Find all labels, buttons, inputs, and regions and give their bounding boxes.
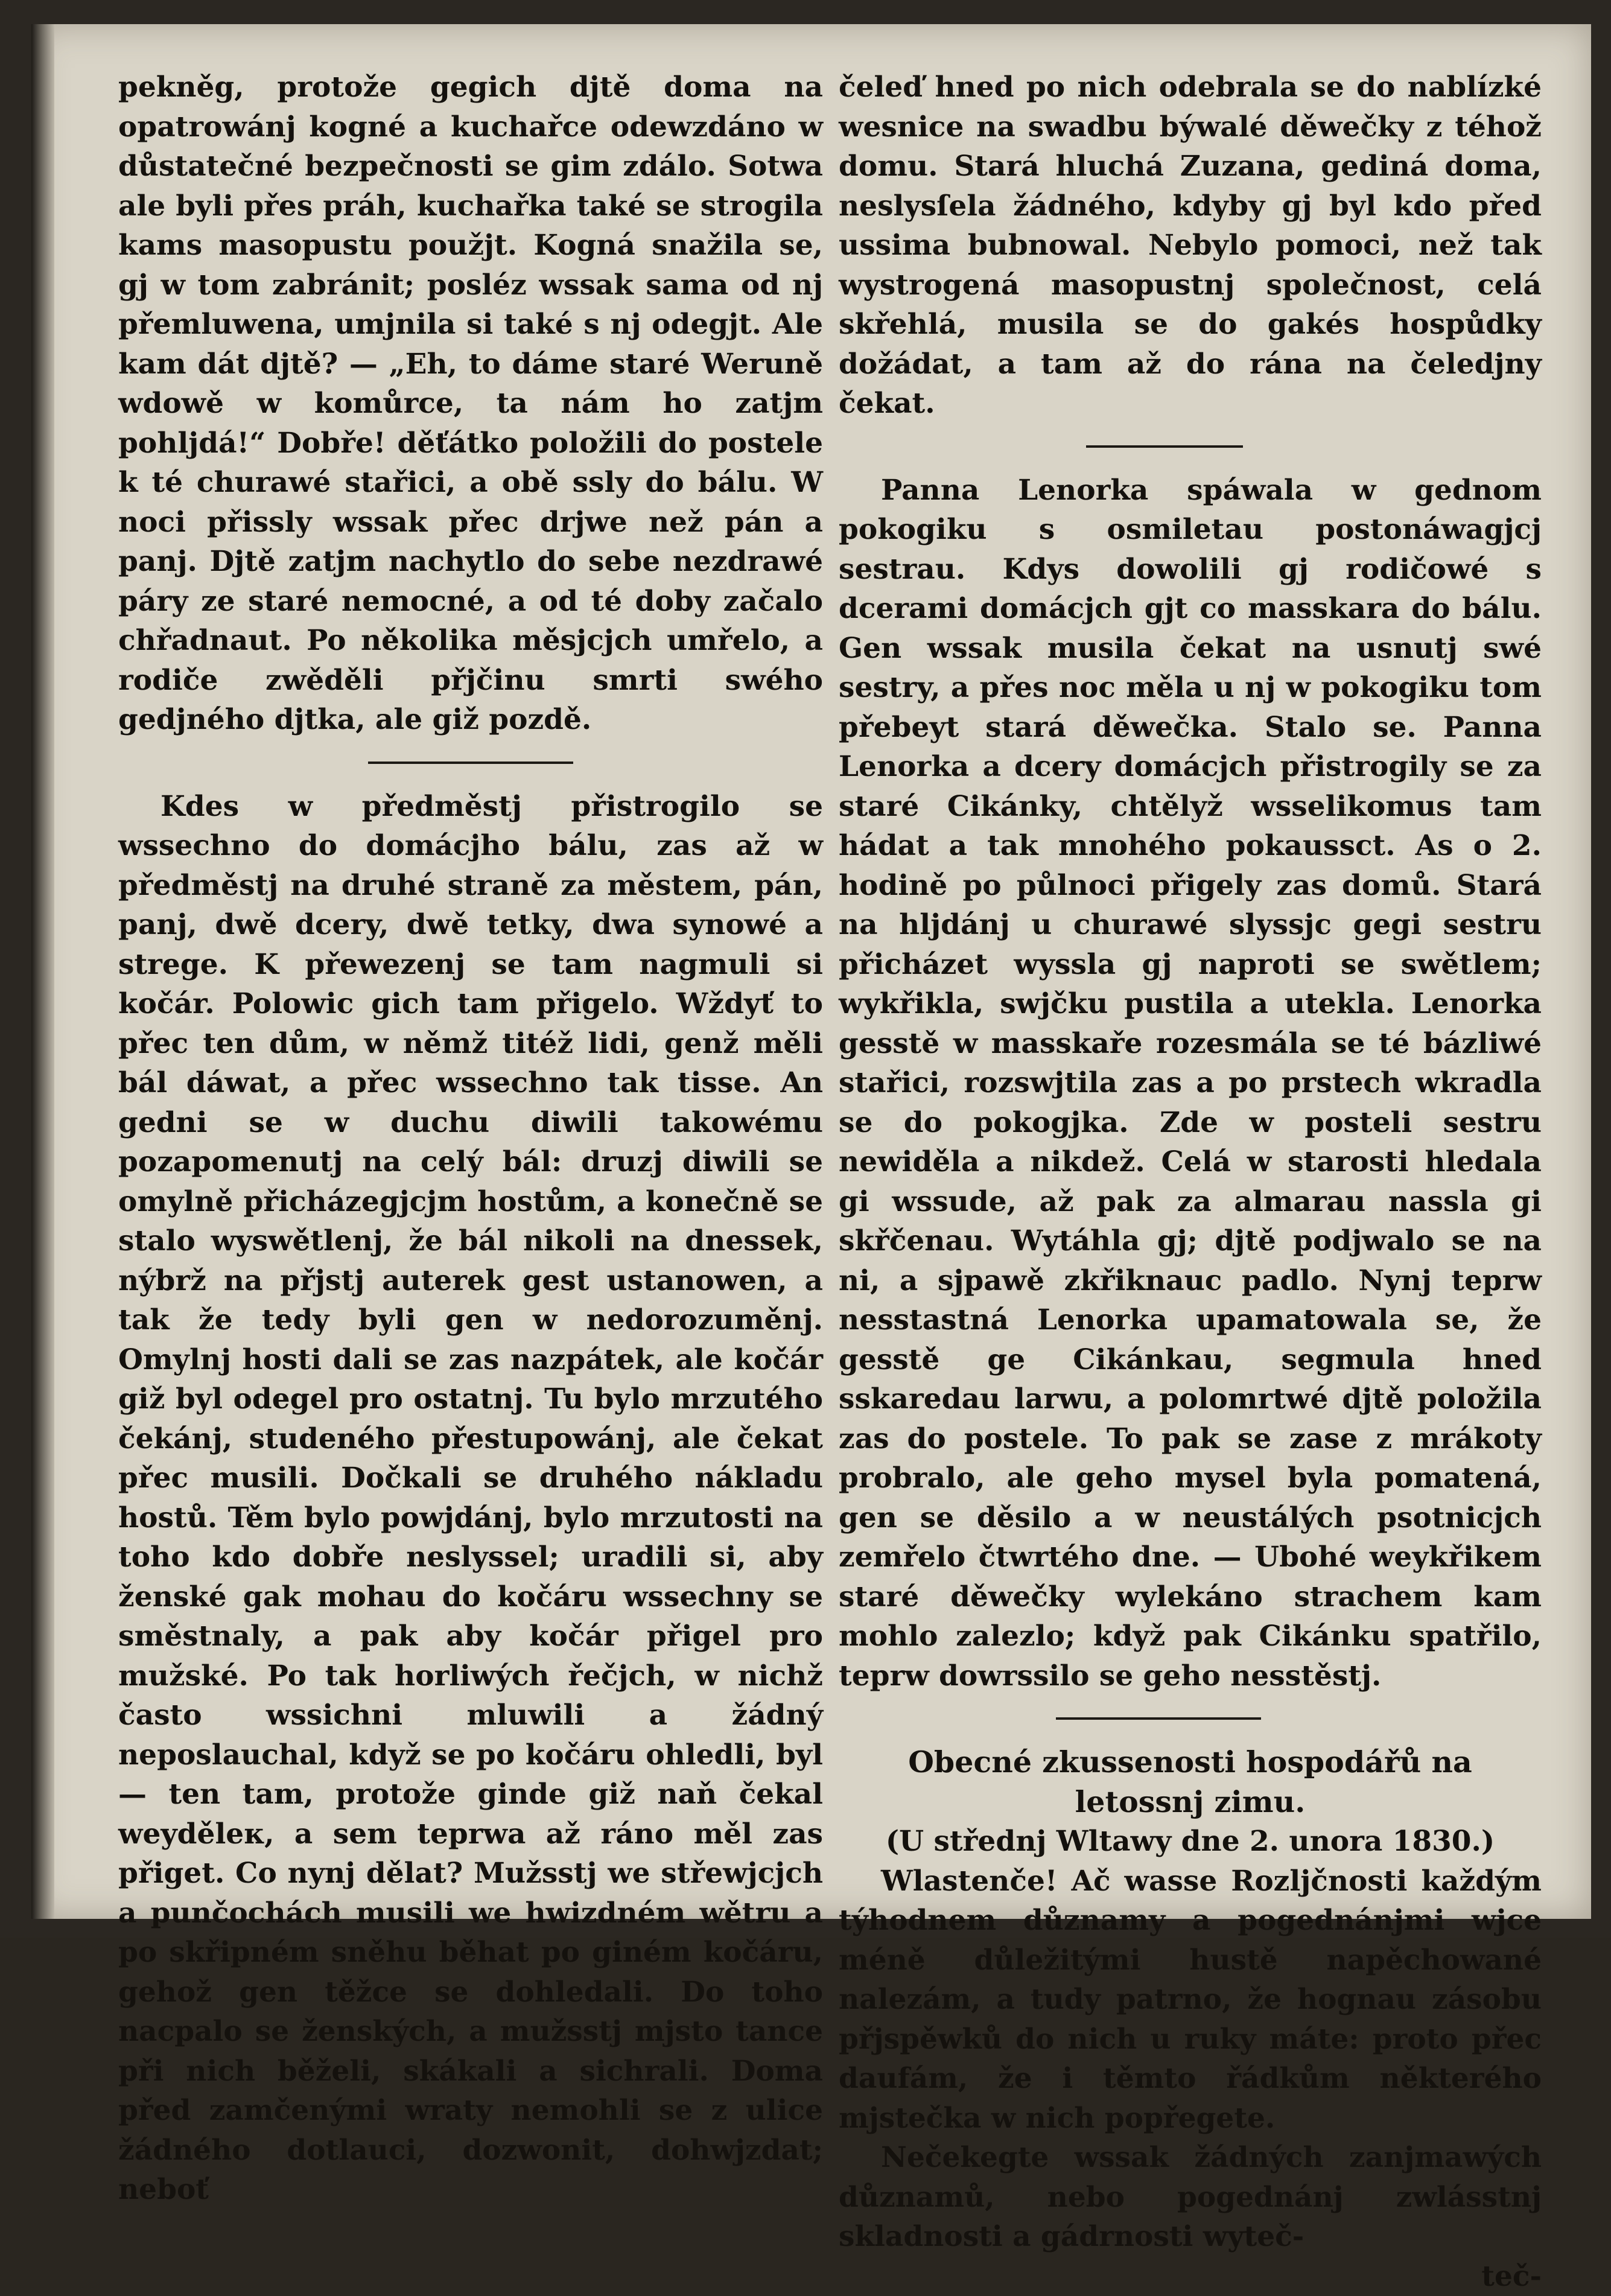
right-paragraph-1: čeleď hned po nich odebrala se do nablízké wesnice na swadbu býwalé děwečky z téhož domu. Stará hluchá Zuzana, gediná doma, neslysſela žádného, kdyby gj byl kdo před ussima bubnowal. Nebylo pomoci, než tak wystrogená masopustnj společnost, celá skřehlá, musila se do gakés hospůdky dožádat, a tam až do rána na čeledjny čekat. (839, 68, 1542, 424)
left-paragraph-2: Kdes w předměstj přistrogilo se wssechno do domácjho bálu, zas až w předměstj na druhé straně za městem, pán, panj, dwě dcery, dwě tetky, dwa synowé a strege. K přewezenj se tam nagmuli si kočár. Polowic gich tam přigelo. Wždyť to přec ten dům, w němž titéž lidi, genž měli bál dáwat, a přec wssechno tak tisse. An gedni se w duchu diwili takowému pozapomenutj na celý bál: druzj diwili se omylně přicházegjcjm hostům, a konečně se stalo wyswětlenj, že bál nikoli na dnessek, nýbrž na přjstj auterek gest ustanowen, a tak že tedy byli gen w nedorozuměnj. Omylnj hosti dali se zas nazpátek, ale kočár giž byl odegel pro ostatnj. Tu bylo mrzutého čekánj, studeného přestupowánj, ale čekat přec musili. Dočkali se druhého nákladu hostů. Těm bylo powjdánj, bylo mrzutosti na toho kdo dobře neslyssel; uradili si, aby ženské gak mohau do kočáru wssechny se směstnaly, a pak aby kočár přigel pro mužské. Po tak horliwých řečjch, w nichž často wssichni mluwili a žádný neposlauchal, když se po kočáru ohledli, byl — ten tam, protože ginde giž naň čekal weyděleк, a sem teprwa až ráno měl zas přiget. Co nynj dělat? Mužsstj we střewjcjch a punčochách musili we hwizdném wětru a po skřipném sněhu běhat po giném kočáru, gehož gen těžce se dohledali. Do toho nacpalo se ženských, a mužsstj mjsto tance při nich běželi, skákali a sichrali. Doma před zamčenými wraty nemohli se z ulice žádného dotlauci, dozwonit, dohwjzdat; neboť (118, 787, 823, 2210)
right-column (839, 68, 1542, 2296)
section-divider (1056, 1717, 1261, 1720)
left-paragraph-1: pekněg, protože gegich djtě doma na opatrowánj kogné a kuchařce odewzdáno w důstatečné bezpečnosti se gim zdálo. Sotwa ale byli přes práh, kuchařka také se strogila kams masopustu použjt. Kogná snažila se, gj w tom zabránit; posléz wssak sama od nj přemluwena, umjnila si také s nj odegjt. Ale kam dát djtě? — „Eh, to dáme staré Weruně wdowě w komůrce, ta nám ho zatjm pohljdá!“ Dobře! děťátko položili do postele k té churawé stařici, a obě ssly do bálu. W noci přissly wssak přec drjwe než pán a panj. Djtě zatjm nachytlo do sebe nezdrawé páry ze staré nemocné, a od té doby začalo chřadnaut. Po několika měsjcjch umřelo, a rodiče zwěděli přjčinu smrti swého gedjného djtka, ale giž pozdě. (118, 68, 823, 740)
section-divider (1086, 445, 1243, 448)
right-paragraph-2: Panna Lenorka spáwala w gednom pokogiku s osmiletau postonáwagjcj sestrau. Kdys dowolili gj rodičowé s dcerami domácjch gjt co masskara do bálu. Gen wssak musila čekat na usnutj swé sestry, a přes noc měla u nj w pokogiku tom přebeyt stará děwečka. Stalo se. Panna Lenorka a dcery domácjch přistrogily se za staré Cikánky, chtělyž wsselikomus tam hádat a tak mnohého pokaussct. As o 2. hodině po půlnoci přigely zas domů. Stará na hljdánj u churawé slyssjc gegi sestru přicházet wyssla gj naproti se swětlem; wykřikla, swjčku pustila a utekla. Lenorka gesstě w masskaře rozesmála se té bázliwé stařici, rozswjtila zas a po prstech wkradla se do pokogjka. Zde w posteli sestru newiděla a nikdež. Celá w starosti hledala gi wssude, až pak za almarau nassla gi skřčenau. Wytáhla gj; djtě podjwalo se na ni, a sjpawě zkřiknauc padlo. Nynj teprw nesstastná Lenorka upamatowala se, že gesstě ge Cikánkau, segmula hned sskaredau larwu, a polomrtwé djtě položila zas do postele. To pak se zase z mrákoty probralo, ale geho mysel byla pomatená, gen se děsilo a w neustálých psotnicjch zemřelo čtwrtého dne. — Ubohé weykřikem staré děwečky wylekáno strachem kam mohlo zalezlo; když pak Cikánku spatřilo, teprw dowrssilo se geho nesstěstj. (839, 471, 1542, 1696)
article-heading: Obecné zkussenosti hospodářů na letossnj zimu. (839, 1743, 1542, 1822)
article-dateline: (U střednj Wltawy dne 2. unora 1830.) (839, 1822, 1542, 1862)
right-paragraph-3: Wlastenče! Ač wasse Rozljčnosti každým týhodnem důznamy a pogednánjmi wjce méně důležitými hustě napěchowané nalezám, a tudy patrno, že hognau zásobu přjspěwků do nich u ruky máte: proto přec daufám, že i těmto řádkům některého mjstečka w nich popřegete. (839, 1862, 1542, 2139)
book-binding-edge (31, 24, 54, 1919)
right-paragraph-4: Nečekegte wssak žádných zanjmawých důznamů, nebo pogednánj zwlásstnj skladnosti a gádrnosti wyteč- (839, 2138, 1542, 2257)
catchword: teč- (839, 2257, 1542, 2296)
left-column (118, 68, 823, 2210)
section-divider (368, 762, 573, 764)
